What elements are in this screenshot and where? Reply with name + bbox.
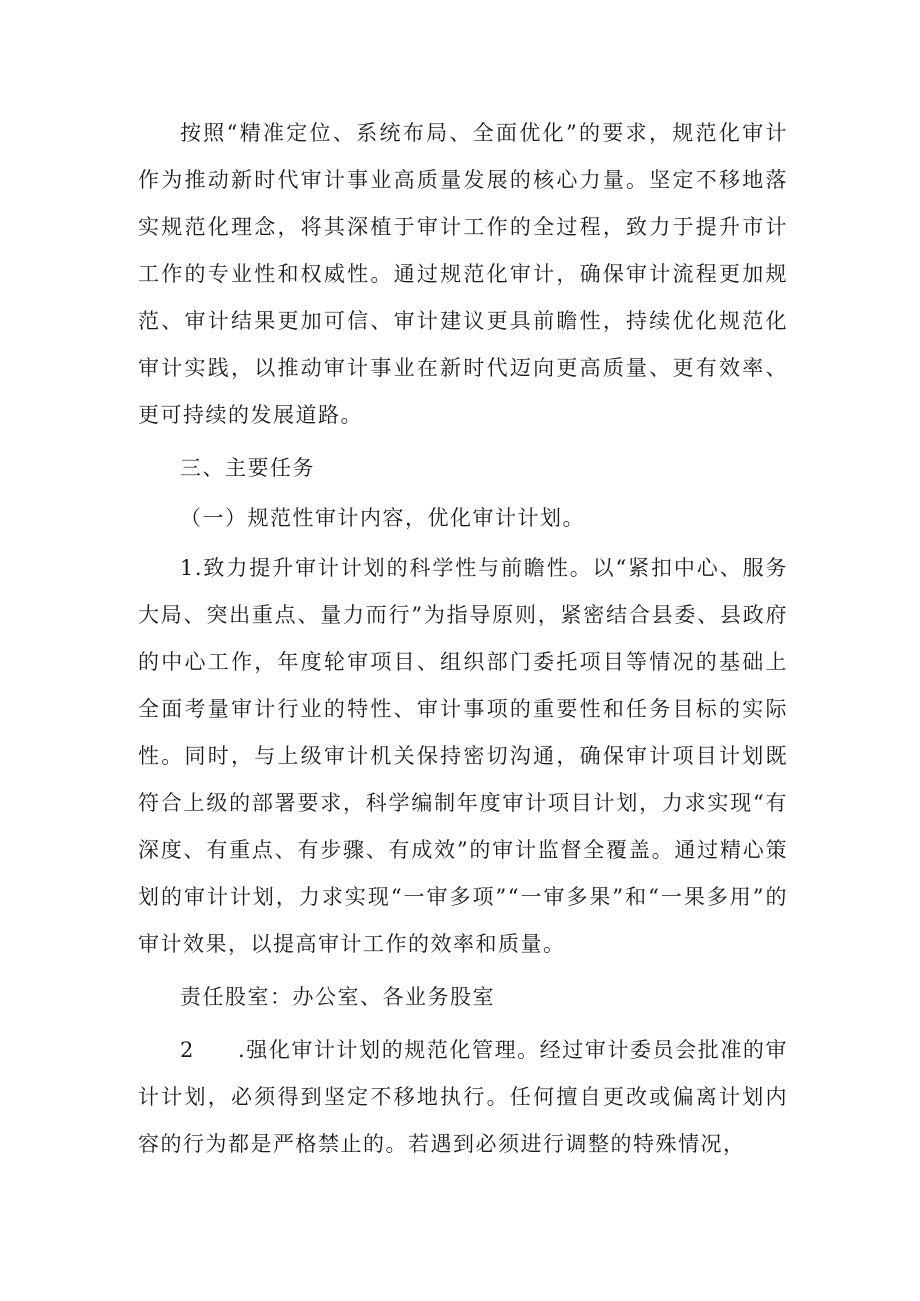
document-body <box>138 110 788 1168</box>
section-heading: 三、主要任务 <box>180 456 315 480</box>
task-item-1: 1.致力提升审计计划的科学性与前瞻性。以“紧扣中心、服务大局、突出重点、量力而行”为指导原则，紧密结合县委、县政府的中心工作，年度轮审项目、组织部门委托项目等情况的基础上全面考量审计行业的特性、审计事项的重要性和任务目标的实际性。同时，与上级审计机关保持密切沟通，确保审计项目计划既符合上级的部署要求，科学编制年度审计项目计划，力求实现“有深度、有重点、有步骤、有成效”的审计监督全覆盖。通过精心策划的审计计划，力求实现“一审多项”“一审多果”和“一果多用”的审计效果，以提高审计工作的效率和质量。 <box>138 556 788 956</box>
subsection-heading: （一）规范性审计内容，优化审计计划。 <box>180 506 585 530</box>
task-item-2-number: 2 <box>180 1038 195 1062</box>
intro-paragraph: 按照“精准定位、系统布局、全面优化”的要求，规范化审计作为推动新时代审计事业高质量发展的核心力量。坚定不移地落实规范化理念，将其深植于审计工作的全过程，致力于提升市计工作的专业性和权威性。通过规范化审计，确保审计流程更加规范、审计结果更加可信、审计建议更具前瞻性，持续优化规范化审计实践，以推动审计事业在新时代迈向更高质量、更有效率、更可持续的发展道路。 <box>138 121 788 427</box>
task-item-2-text: .强化审计计划的规范化管理。经过审计委员会批准的审计计划，必须得到坚定不移地执行。任何擅自更改或偏离计划内容的行为都是严格禁止的。若遇到必须进行调整的特殊情况， <box>138 1038 788 1156</box>
responsible-departments: 责任股室：办公室、各业务股室 <box>180 985 495 1009</box>
task-item-2 <box>138 1027 788 1168</box>
